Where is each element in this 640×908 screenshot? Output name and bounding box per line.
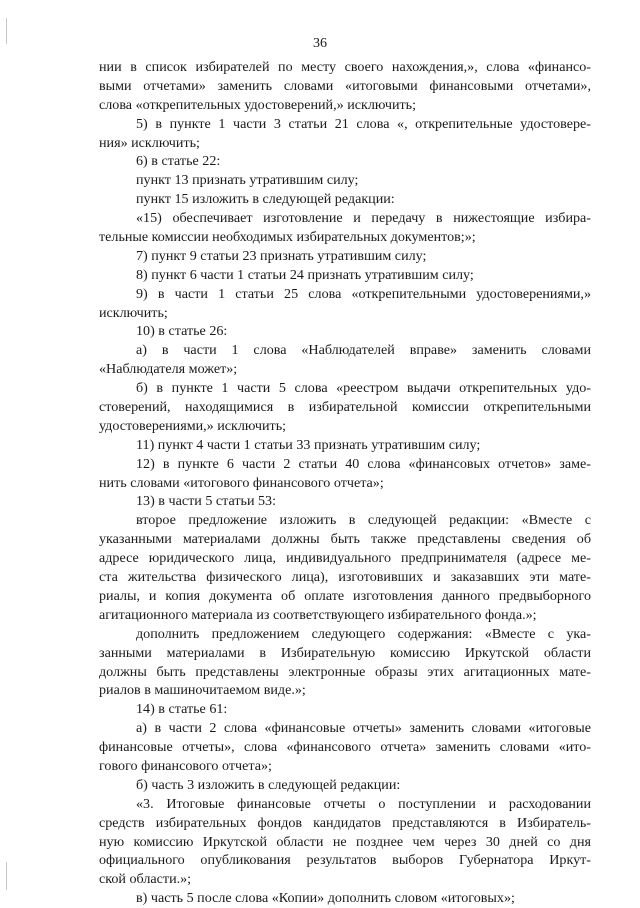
text-line: б) часть 3 изложить в следующей редакции: xyxy=(136,776,401,793)
text-line: удостоверениями,» исключить; xyxy=(99,417,287,434)
text-line: агитационного материала из соответствующего избирательного фонда.»; xyxy=(99,606,537,623)
text-line: адресе юридического лица, индивидуального предпринимателя (адресе ме- xyxy=(99,550,591,567)
text-line: стоверений, находящимися в избирательной комиссии открепительными xyxy=(99,399,591,416)
text-line: 14) в статье 61: xyxy=(136,701,228,718)
text-line: нить словами «итогового финансового отчета»; xyxy=(99,474,384,491)
text-line: а) в части 1 слова «Наблюдателей вправе» заменить словами xyxy=(136,342,591,359)
text-line: средств избирательных фондов кандидатов представляются в Избиратель- xyxy=(99,814,591,831)
page-number: 36 xyxy=(313,36,327,51)
text-line: 8) пункт 6 части 1 статьи 24 признать утратившим силу; xyxy=(136,266,474,283)
text-line: выми отчетами» заменить словами «итоговыми финансовыми отчетами», xyxy=(99,77,591,94)
text-line: ную комиссию Иркутской области не позднее чем через 30 дней со дня xyxy=(99,833,591,850)
text-line: нии в список избирателей по месту своего нахождения,», слова «финансо- xyxy=(99,59,591,75)
document-body xyxy=(99,58,591,908)
text-line: 6) в статье 22: xyxy=(136,153,221,170)
text-line: пункт 13 признать утратившим силу; xyxy=(136,172,359,189)
text-line: риалов в машиночитаемом виде.»; xyxy=(99,682,306,699)
text-line: б) в пункте 1 части 5 слова «реестром выдачи открепительных удо- xyxy=(136,380,591,397)
text-line: исключить; xyxy=(99,304,168,321)
text-line: ской области.»; xyxy=(99,871,192,888)
text-line: «3. Итоговые финансовые отчеты о поступлении и расходовании xyxy=(136,795,591,812)
text-line: а) в части 2 слова «финансовые отчеты» заменить словами «итоговые xyxy=(136,720,591,737)
text-line: пункт 15 изложить в следующей редакции: xyxy=(136,191,395,208)
text-line: ния» исключить; xyxy=(99,134,200,151)
text-line: «Наблюдателя может»; xyxy=(99,361,238,378)
text-line: финансовые отчеты», слова «финансового отчета» заменить словами «ито- xyxy=(99,739,591,756)
text-line: в) часть 5 после слова «Копии» дополнить словом «итоговых»; xyxy=(136,890,515,907)
text-line: 11) пункт 4 части 1 статьи 33 признать утратившим силу; xyxy=(136,436,481,453)
text-line: 9) в части 1 статьи 25 слова «открепительными удостоверениями,» xyxy=(136,285,591,302)
text-line: 12) в пункте 6 части 2 статьи 40 слова «финансовых отчетов» заме- xyxy=(136,455,591,472)
text-line: дополнить предложением следующего содержания: «Вместе с ука- xyxy=(136,625,591,642)
text-line: риалы, и копия документа об оплате изготовления данного предвыборного xyxy=(99,587,591,604)
text-line: 7) пункт 9 статьи 23 признать утратившим силу; xyxy=(136,247,427,264)
text-line: второе предложение изложить в следующей редакции: «Вместе с xyxy=(136,512,591,529)
text-line: ста жительства физического лица), изготовивших и заказавших эти мате- xyxy=(99,569,591,586)
text-line: официального опубликования результатов выборов Губернатора Иркут- xyxy=(99,852,591,869)
text-line: слова «открепительных удостоверений,» исключить; xyxy=(99,96,416,113)
text-line: 13) в части 5 статьи 53: xyxy=(136,493,277,510)
text-line: гового финансового отчета»; xyxy=(99,757,272,774)
text-line: тельные комиссии необходимых избирательных документов;»; xyxy=(99,229,476,246)
text-line: занными материалами в Избирательную комиссию Иркутской области xyxy=(99,644,591,661)
text-line: «15) обеспечивает изготовление и передачу в нижестоящие избира- xyxy=(136,210,591,227)
text-line: должны быть представлены электронные образы этих агитационных мате- xyxy=(99,663,591,680)
text-line: указанными материалами должны быть также представлены сведения об xyxy=(99,531,591,548)
text-line: 10) в статье 26: xyxy=(136,323,228,340)
text-line: 5) в пункте 1 части 3 статьи 21 слова «, открепительные удостовере- xyxy=(136,115,591,132)
scan-edge-mark-bottom xyxy=(6,862,7,890)
